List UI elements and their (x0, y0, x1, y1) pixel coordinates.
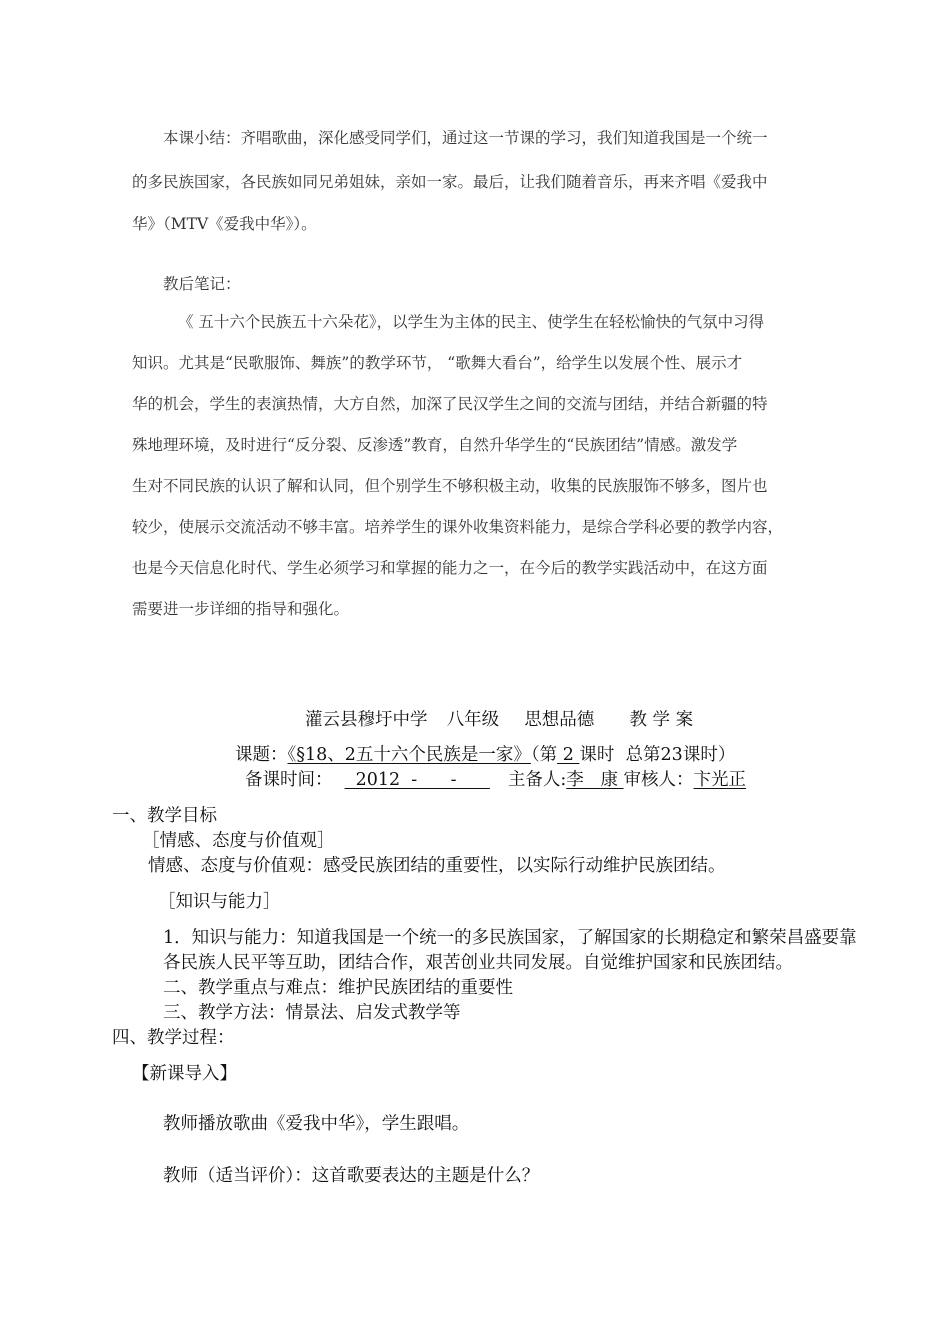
notes-line: 也是今天信息化时代、学生必须学习和掌握的能力之一，在今后的教学实践活动中，在这方面 (132, 559, 768, 577)
knowledge-bracket: ［知识与能力］ (158, 892, 281, 912)
summary-line: 的多民族国家，各民族如同兄弟姐妹，亲如一家。最后，让我们随着音乐，再来齐唱《爱我中 (132, 173, 768, 191)
topic-title: 《§18、2五十六个民族是一家》 (287, 745, 531, 765)
subject-label: 思想品德 (524, 710, 595, 730)
reviewer-name: 卞光正 (693, 770, 747, 790)
process-heading: 四、教学过程： (112, 1028, 235, 1048)
knowledge-text: 各民族人民平等互助，团结合作，艰苦创业共同发展。自觉维护国家和民族团结。 (163, 953, 793, 973)
preparer-name: 李 康 (566, 770, 624, 790)
reviewer-label: 审核人： (623, 770, 694, 790)
lesson-plan-title (305, 706, 693, 731)
notes-line: 生对不同民族的认识了解和认同，但个别学生不够积极主动，收集的民族服饰不够多，图片也 (132, 477, 768, 495)
notes-line: 知识。尤其是“民歌服饰、舞族”的教学环节， “歌舞大看台”，给学生以发展个性、展示才 (132, 354, 743, 372)
prep-time-value: 2012 - - (344, 770, 490, 790)
notes-line: 《 五十六个民族五十六朵花》，以学生为主体的民主、使学生在轻松愉快的气氛中习得 (178, 313, 765, 331)
key-points: 二、教学重点与难点：维护民族团结的重要性 (163, 978, 513, 998)
intro-heading: 【新课导入】 (132, 1064, 237, 1084)
summary-line: 华》（MTV《爱我中华》）。 (132, 215, 317, 233)
emotion-bracket: ［情感、态度与价值观］ (142, 831, 335, 851)
intro-text: 教师播放歌曲《爱我中华》，学生跟唱。 (163, 1114, 470, 1134)
knowledge-text: 1．知识与能力：知道我国是一个统一的多民族国家，了解国家的长期稳定和繁荣昌盛要靠 (163, 928, 857, 948)
grade-label: 八年级 (446, 710, 500, 730)
notes-line: 较少，使展示交流活动不够丰富。培养学生的课外收集资料能力，是综合学科必要的教学内容， (132, 518, 784, 536)
notes-line: 需要进一步详细的指导和强化。 (132, 600, 350, 618)
lesson-prefix: （第 (530, 745, 558, 765)
notes-heading: 教后笔记： (163, 275, 241, 293)
prep-time-label: 备课时间： (245, 770, 333, 790)
lesson-suffix: 课时 总第23课时） (579, 745, 736, 765)
doc-type-label: 教 学 案 (629, 710, 694, 730)
objectives-heading: 一、教学目标 (112, 806, 217, 826)
topic-line (235, 741, 735, 766)
teaching-methods: 三、教学方法：情景法、启发式教学等 (163, 1003, 461, 1023)
summary-line: 本课小结：齐唱歌曲，深化感受同学们，通过这一节课的学习，我们知道我国是一个统一 (163, 129, 768, 147)
prep-info-line (245, 766, 746, 791)
notes-line: 殊地理环境，及时进行“反分裂、反渗透”教育，自然升华学生的“民族团结”情感。激发学 (132, 436, 738, 454)
topic-label: 课题： (235, 745, 288, 765)
school-name: 灌云县穆圩中学 (305, 710, 428, 730)
emotion-text: 情感、态度与价值观：感受民族团结的重要性，以实际行动维护民族团结。 (148, 856, 726, 876)
intro-text: 教师（适当评价）：这首歌要表达的主题是什么？ (163, 1166, 540, 1186)
preparer-label: 主备人: (507, 770, 567, 790)
lesson-number: 2 (557, 745, 580, 765)
notes-line: 华的机会，学生的表演热情，大方自然，加深了民汉学生之间的交流与团结，并结合新疆的特 (132, 395, 768, 413)
